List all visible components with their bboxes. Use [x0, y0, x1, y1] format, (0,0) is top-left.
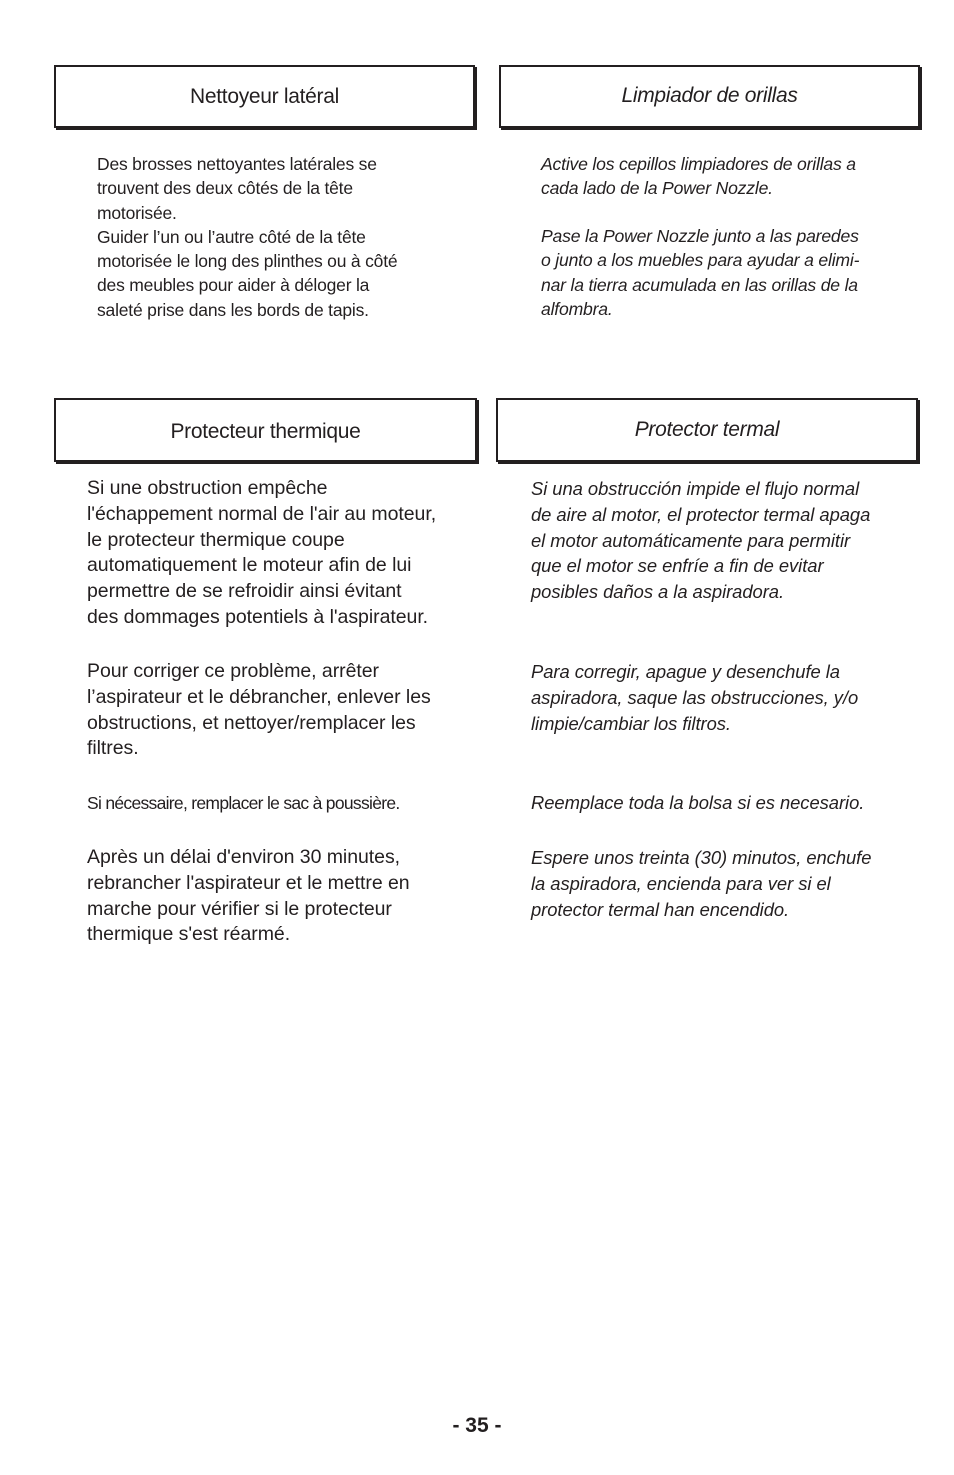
- paragraph-fr-thermal-3: Si nécessaire, remplacer le sac à poussière.: [87, 793, 400, 813]
- section-title-es-thermal-protector: Protector termal: [634, 418, 780, 441]
- section-header-fr-side-cleaner: [54, 65, 475, 128]
- page-number: - 35 -: [452, 1414, 502, 1437]
- paragraph-es-thermal-1: Si una obstrucción impide el flujo normal de aire al motor, el protector termal apaga el motor automáticamente para permitir que el motor se enfríe a fin de evitar posibles daños a la aspiradora.: [531, 478, 871, 603]
- paragraph-fr-thermal-2: Pour corriger ce problème, arrêter l’aspirateur et le débrancher, enlever les obstructions, et nettoyer/remplacer les filtres.: [87, 660, 431, 760]
- paragraph-fr-thermal-1: Si une obstruction empêche l'échappement normal de l'air au moteur, le protecteur thermique coupe automatiquement le moteur afin de lui permettre de se refroidir ainsi évitant des dommages potentiels à l'aspirateur.: [87, 477, 437, 628]
- section-header-es-thermal-protector: [496, 398, 918, 462]
- paragraph-es-thermal-4: Espere unos treinta (30) minutos, enchufe la aspiradora, encienda para ver si el protector termal han encendido.: [531, 847, 872, 920]
- section-title-fr-side-cleaner: Nettoyeur latéral: [190, 84, 339, 108]
- section-header-fr-thermal-protector: [54, 398, 477, 462]
- paragraph-es-side-cleaner-2: Pase la Power Nozzle junto a las paredes o junto a los muebles para ayudar a elimi- nar la tierra acumulada en las orillas de la alfombra.: [541, 226, 860, 319]
- section-title-fr-thermal-protector: Protecteur thermique: [170, 420, 361, 443]
- section-header-es-side-cleaner: [499, 65, 920, 128]
- section-title-es-side-cleaner: Limpiador de orillas: [621, 84, 798, 107]
- paragraph-fr-thermal-4: Après un délai d'environ 30 minutes, rebrancher l'aspirateur et le mettre en marche pour vérifier si le protecteur thermique s'est réarmé.: [87, 846, 410, 946]
- paragraph-fr-side-cleaner: Des brosses nettoyantes latérales se trouvent des deux côtés de la tête motorisée. Guider l’un ou l’autre côté de la tête motorisée le long des plinthes ou à côté des meubles pour aider à déloger la saleté prise dans les bords de tapis.: [97, 154, 398, 320]
- paragraph-es-side-cleaner-1: Active los cepillos limpiadores de orillas a cada lado de la Power Nozzle.: [541, 154, 856, 199]
- paragraph-es-thermal-2: Para corregir, apague y desenchufe la aspiradora, saque las obstrucciones, y/o limpie/cambiar los filtros.: [531, 661, 859, 734]
- paragraph-es-thermal-3: Reemplace toda la bolsa si es necesario.: [531, 792, 865, 813]
